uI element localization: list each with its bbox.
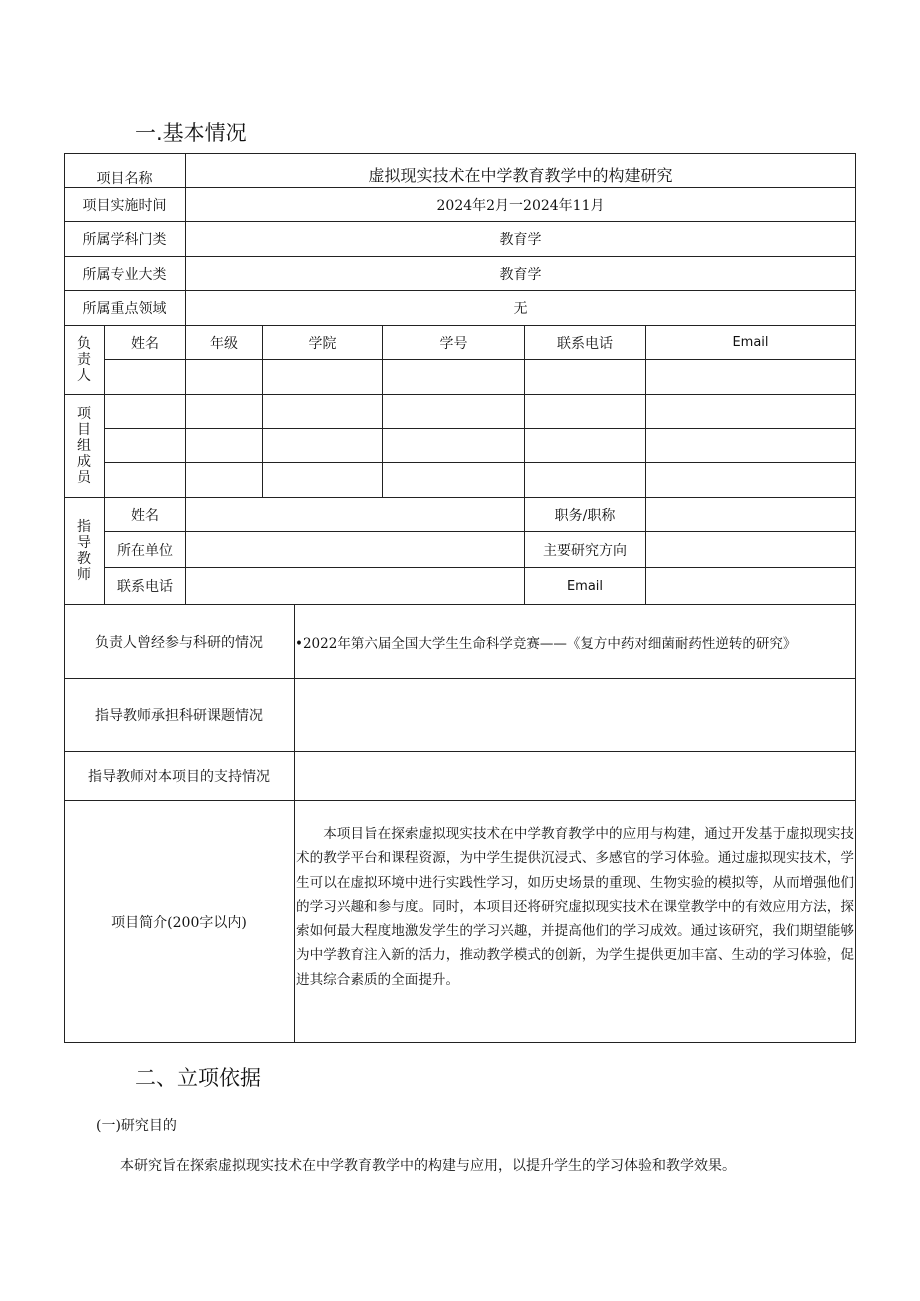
- advisor-phone-label: 联系电话: [117, 579, 173, 595]
- header-student-id: 学号: [439, 335, 468, 352]
- research-exp-value: •2022年第六届全国大学生生命科学竞赛——《复方中药对细菌耐药性逆转的研究》: [295, 635, 797, 652]
- members-group-label: 项 目 组 成 员: [77, 406, 91, 486]
- advisor-group-label: 指 导 教 师: [77, 519, 91, 583]
- focus-label: 所属重点领域: [82, 301, 167, 317]
- discipline-label: 所属学科门类: [82, 232, 167, 248]
- advisor-projects-label: 指导教师承担科研课题情况: [95, 708, 263, 724]
- research-purpose-paragraph: 本研究旨在探索虚拟现实技术在中学教育教学中的构建与应用，以提升学生的学习体验和教学效果。: [120, 1158, 736, 1174]
- project-intro-text: 本项目旨在探索虚拟现实技术在中学教育教学中的应用与构建，通过开发基于虚拟现实技术的教学平台和课程资源，为中学生提供沉浸式、多感官的学习体验。通过虚拟现实技术，学生可以在虚拟环境中进行实践性学习，如历史场景的重现、生物实验的模拟等，从而增强他们的学习兴趣和参与度。同时，本项目还将研究虚拟现实技术在课堂教学中的有效应用方法，探索如何最大程度地激发学生的学习兴趣，并提高他们的学习成效。通过该研究，我们期望能够为中学教育注入新的活力，推动教学模式的创新，为学生提供更加丰富、生动的学习体验，促进其综合素质的全面提升。: [296, 826, 854, 988]
- focus-value: 无: [513, 301, 528, 317]
- subsection-research-purpose: (一)研究目的: [96, 1118, 177, 1134]
- project-name-label: 项目名称: [96, 170, 153, 187]
- time-value: 2024年2月一2024年11月: [436, 197, 605, 214]
- section-2-title: 二、立项依据: [135, 1066, 261, 1090]
- major-value: 教育学: [499, 266, 542, 283]
- research-exp-label: 负责人曾经参与科研的情况: [95, 634, 263, 651]
- advisor-email-label: Email: [566, 578, 604, 594]
- advisor-unit-label: 所在单位: [117, 542, 173, 559]
- section-1-title: 一.基本情况: [135, 121, 247, 145]
- advisor-name-label: 姓名: [131, 507, 159, 524]
- time-label: 项目实施时间: [82, 197, 167, 214]
- header-grade: 年级: [210, 335, 238, 352]
- header-email: Email: [732, 335, 769, 350]
- discipline-value: 教育学: [499, 232, 542, 248]
- header-phone: 联系电话: [557, 335, 613, 352]
- advisor-title-label: 职务/职称: [554, 507, 616, 524]
- header-college: 学院: [308, 335, 337, 352]
- header-name: 姓名: [131, 335, 159, 352]
- advisor-support-label: 指导教师对本项目的支持情况: [88, 769, 270, 785]
- advisor-direction-label: 主要研究方向: [543, 542, 627, 559]
- project-name-value: 虚拟现实技术在中学教育教学中的构建研究: [368, 166, 673, 185]
- intro-label: 项目简介(200字以内): [111, 914, 247, 931]
- major-label: 所属专业大类: [82, 266, 167, 283]
- leader-group-label: 负 责 人: [77, 336, 91, 384]
